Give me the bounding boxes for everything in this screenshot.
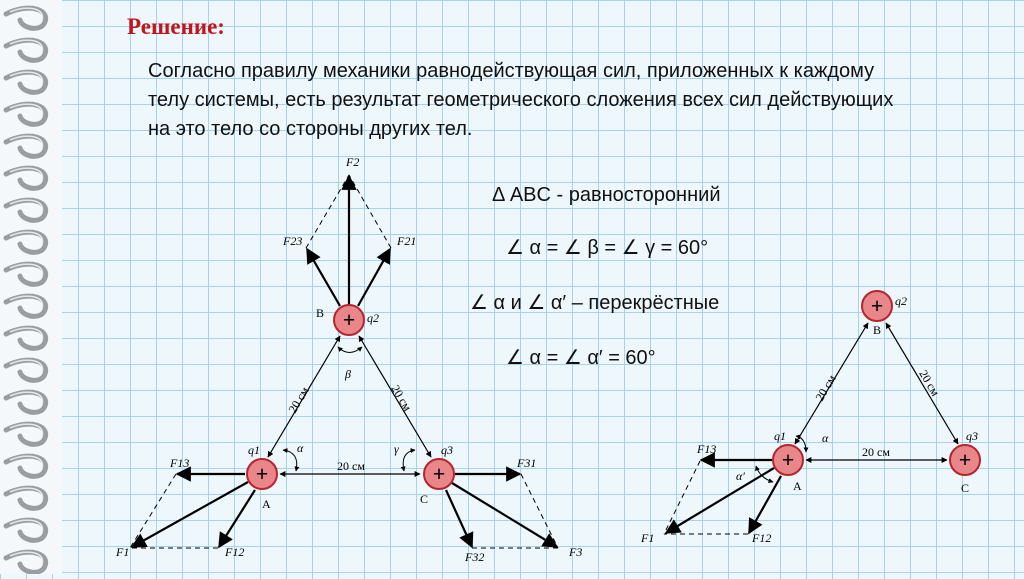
left-construction-lines: [130, 175, 558, 548]
left-vector-f1: [132, 482, 248, 547]
right-label-q2: q2: [895, 294, 907, 308]
right-force-vectors: [666, 460, 781, 533]
explanation-text: Согласно правилу механики равнодействующая сил, приложенных к каждому телу системы, есть результат геометрического сложения всех сил действующих на это тело со стороны других тел.: [148, 60, 894, 140]
left-label-alpha: α: [297, 441, 304, 455]
left-charge-c: [424, 459, 454, 489]
right-label-b: B: [873, 323, 882, 337]
right-label-q1: q1: [774, 429, 786, 443]
formula-alpha-equal: ∠ α = ∠ α′ = 60°: [506, 347, 656, 369]
left-vector-f21: [358, 249, 390, 306]
left-vector-f32: [446, 490, 472, 547]
left-label-q2: q2: [367, 311, 379, 325]
left-force-vectors: [132, 176, 557, 547]
right-label-side-ab: 20 см: [812, 372, 839, 404]
left-charge-b: [334, 305, 364, 335]
right-label-alpha: α: [822, 431, 829, 445]
right-label-a: A: [793, 479, 802, 493]
right-label-alpha-prime: α′: [736, 469, 745, 483]
left-charge-a: [247, 459, 277, 489]
right-charge-a: [773, 445, 803, 475]
left-label-f21: F21: [397, 234, 417, 248]
right-label-c: C: [961, 481, 970, 495]
left-label-f2: F2: [346, 155, 360, 169]
svg-text:+: +: [870, 293, 884, 318]
right-diagram: [640, 291, 980, 545]
left-label-f23: F23: [283, 234, 303, 248]
left-label-a: A: [262, 497, 271, 511]
left-label-f13: F13: [170, 456, 190, 470]
right-label-q3: q3: [966, 429, 978, 443]
formula-cross-angles: ∠ α и ∠ α′ – перекрёстные: [470, 292, 720, 314]
left-vector-f23: [307, 249, 340, 306]
svg-text:+: +: [432, 461, 446, 486]
left-label-beta: β: [345, 367, 351, 381]
left-label-f12: F12: [225, 545, 245, 559]
right-label-f12: F12: [752, 531, 772, 545]
svg-text:+: +: [958, 447, 972, 472]
svg-text:+: +: [781, 447, 795, 472]
formula-triangle: Δ ABC - равносторонний: [492, 184, 721, 206]
left-label-side-ac: 20 см: [337, 459, 365, 473]
solution-heading: Решение:: [127, 14, 225, 39]
left-label-f1: F1: [116, 545, 130, 559]
right-label-f1: F1: [641, 531, 655, 545]
left-label-f32: F32: [465, 550, 485, 564]
left-arc-beta: [338, 347, 362, 353]
right-charge-b: [862, 291, 892, 321]
right-vector-f1: [666, 468, 774, 533]
svg-text:+: +: [342, 307, 356, 332]
left-label-side-ab: 20 см: [285, 384, 312, 416]
left-vector-f12: [219, 490, 255, 547]
right-label-f13: F13: [697, 442, 717, 456]
right-label-side-bc: 20 см: [916, 367, 943, 399]
left-label-f3: F3: [569, 545, 583, 559]
left-arc-alpha: [283, 450, 297, 471]
left-label-q3: q3: [441, 443, 453, 457]
left-diagram: [115, 155, 582, 564]
right-vector-f12: [749, 476, 781, 533]
left-label-c: C: [420, 492, 429, 506]
left-label-q1: q1: [248, 443, 260, 457]
right-charge-c: [950, 445, 980, 475]
left-label-b: B: [316, 306, 325, 320]
left-label-gamma: γ: [394, 442, 399, 456]
left-label-side-bc: 20 см: [388, 382, 415, 414]
left-label-f31: F31: [517, 456, 537, 470]
formula-angles-equal: ∠ α = ∠ β = ∠ γ = 60°: [506, 237, 709, 259]
svg-text:+: +: [255, 461, 269, 486]
right-label-side-ac: 20 см: [862, 445, 890, 459]
left-arc-gamma: [403, 450, 415, 471]
